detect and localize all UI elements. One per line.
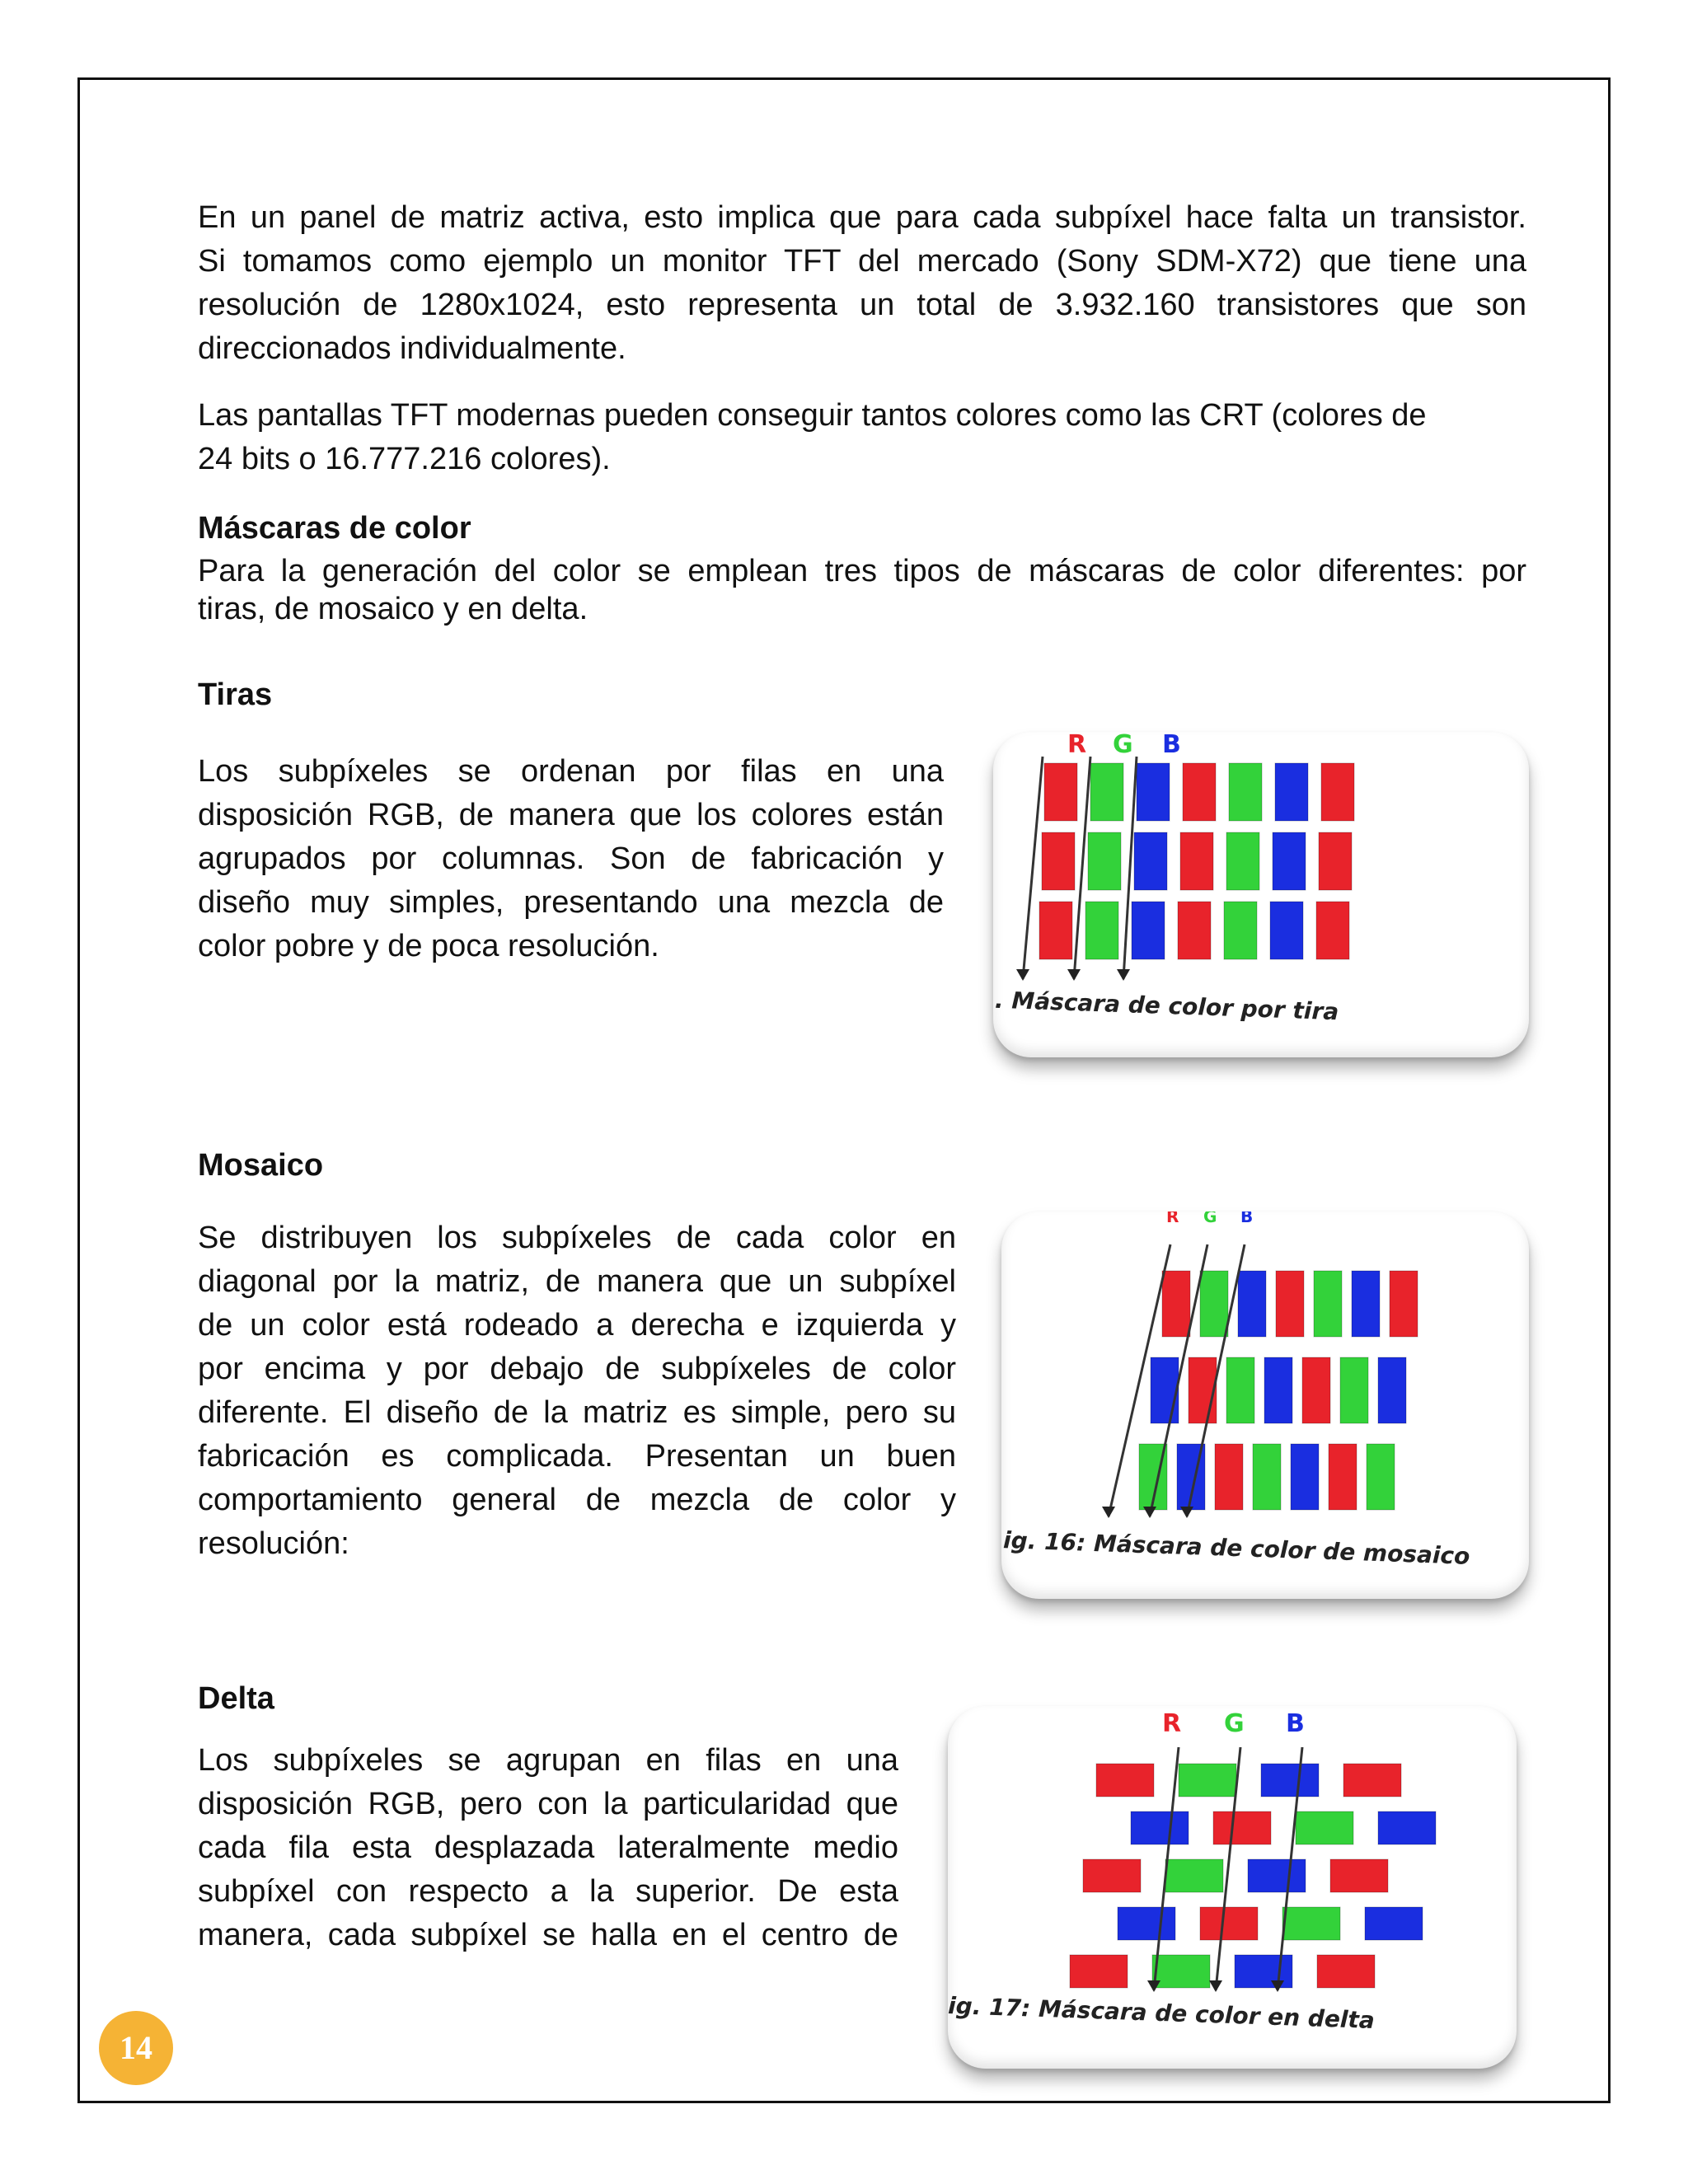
intro-paragraph-1 [198,196,1526,371]
subpixel-cell [1165,1859,1223,1892]
figure-mosaic-mask [1001,1212,1529,1599]
legend-r: R [1067,732,1087,759]
subpixel-cell [1317,1955,1375,1988]
text-line: fabricación es complicada. Presentan un buen [198,1439,956,1474]
subpixel-cell [1329,1444,1357,1510]
text-line: Se distribuyen los subpíxeles de cada color en [198,1221,956,1255]
text-line: direccionados individualmente. [198,331,626,366]
subpixel-cell [1340,1357,1368,1423]
mascaras-paragraph [198,552,1526,628]
text-line: 24 bits o 16.777.216 colores). [198,442,611,476]
subpixel-cell [1330,1859,1388,1892]
text-line: comportamiento general de mezcla de color y [198,1483,956,1517]
subpixel-cell [1229,763,1262,821]
subpixel-cell [1179,1764,1236,1797]
figure-delta-mask [948,1706,1517,2069]
arrow-head-icon [1180,1507,1193,1518]
subpixel-cell [1378,1811,1436,1844]
text-line: de un color está rodeado a derecha e izquierda y [198,1308,956,1343]
subpixel-cell [1316,902,1349,959]
arrow-head-icon [1016,969,1029,981]
subpixel-cell [1152,1955,1210,1988]
subpixel-cell [1215,1444,1243,1510]
text-line: diferente. El diseño de la matriz es simple, pero su [198,1395,956,1430]
text-line: Si tomamos como ejemplo un monitor TFT del mercado (Sony SDM-X72) que tiene una [198,244,1526,279]
figure-caption: ig. 16: Máscara de color de mosaico [1002,1526,1470,1570]
subpixel-cell [1321,763,1354,821]
arrow-head-icon [1117,969,1130,981]
arrow-head-icon [1067,969,1081,981]
subpixel-cell [1291,1444,1319,1510]
subpixel-cell [1083,1859,1141,1892]
legend-r: R [1166,1212,1179,1226]
subpixel-cell [1238,1271,1266,1337]
subpixel-cell [1183,763,1216,821]
subpixel-cell [1178,902,1211,959]
subpixel-cell [1302,1357,1330,1423]
text-line: diseño muy simples, presentando una mezcla de [198,885,944,920]
subpixel-cell [1039,902,1072,959]
arrow-head-icon [1143,1507,1156,1518]
text-line: diagonal por la matriz, de manera que un subpíxel [198,1264,956,1299]
text-line: Para la generación del color se emplean tres tipos de máscaras de color diferentes: por [198,554,1526,588]
subpixel-cell [1162,1271,1190,1337]
text-line: Los subpíxeles se agrupan en filas en una [198,1743,898,1778]
subpixel-cell [1319,832,1352,890]
intro-paragraph-2 [198,394,1526,481]
legend-g: G [1203,1212,1217,1226]
text-line: manera, cada subpíxel se halla en el centro de [198,1918,898,1952]
text-line: agrupados por columnas. Son de fabricación y [198,841,944,876]
subpixel-cell [1270,902,1303,959]
subpixel-cell [1235,1955,1292,1988]
mosaico-paragraph [198,1216,956,1566]
section-heading-mosaico: Mosaico [198,1148,324,1183]
subpixel-cell [1044,763,1077,821]
subpixel-cell [1151,1357,1179,1423]
subpixel-cell [1378,1357,1406,1423]
subpixel-cell [1282,1907,1340,1940]
text-line: Las pantallas TFT modernas pueden conseguir tantos colores como las CRT (colores de [198,398,1427,433]
text-line: resolución de 1280x1024, esto representa un total de 3.932.160 transistores que son [198,288,1526,322]
subpixel-cell [1131,1811,1189,1844]
subpixel-cell [1090,763,1123,821]
text-line: En un panel de matriz activa, esto implica que para cada subpíxel hace falta un transistor. [198,200,1526,235]
text-line: color pobre y de poca resolución. [198,929,659,963]
legend-b: B [1162,732,1181,759]
figure-caption: ig. 17: Máscara de color en delta [948,1991,1376,2035]
subpixel-cell [1070,1955,1128,1988]
delta-paragraph [198,1739,898,1957]
subpixel-cell [1042,832,1075,890]
text-line: resolución: [198,1526,349,1561]
subpixel-cell [1226,1357,1254,1423]
text-line: subpíxel con respecto a la superior. De esta [198,1874,898,1909]
legend-b: B [1286,1709,1305,1738]
subpixel-cell [1276,1271,1304,1337]
legend-b: B [1240,1212,1254,1226]
legend-g: G [1113,732,1133,759]
subpixel-cell [1261,1764,1319,1797]
legend-r: R [1162,1709,1182,1738]
subpixel-cell [1314,1271,1342,1337]
tiras-paragraph [198,750,944,968]
subpixel-cell [1085,902,1118,959]
text-line: disposición RGB, pero con la particularidad que [198,1787,898,1821]
subpixel-cell [1213,1811,1271,1844]
subpixel-cell [1296,1811,1353,1844]
subpixel-cell [1367,1444,1395,1510]
text-line: Los subpíxeles se ordenan por filas en una [198,754,944,789]
arrow-head-icon [1102,1507,1115,1518]
subpixel-cell [1365,1907,1423,1940]
subpixel-cell [1343,1764,1401,1797]
arrow-head-icon [1209,1980,1222,1992]
subpixel-cell [1273,832,1306,890]
subpixel-cell [1134,832,1167,890]
subpixel-cell [1180,832,1213,890]
subpixel-cell [1118,1907,1175,1940]
subpixel-cell [1137,763,1170,821]
subpixel-cell [1132,902,1165,959]
section-heading-tiras: Tiras [198,677,273,712]
subpixel-cell [1352,1271,1380,1337]
subpixel-cell [1226,832,1259,890]
section-heading-delta: Delta [198,1681,274,1716]
section-heading-mascaras: Máscaras de color [198,511,471,546]
figure-caption: . Máscara de color por tira [994,986,1339,1026]
subpixel-cell [1088,832,1121,890]
subpixel-cell [1224,902,1257,959]
subpixel-cell [1189,1357,1217,1423]
subpixel-cell [1390,1271,1418,1337]
subpixel-cell [1248,1859,1306,1892]
subpixel-cell [1200,1271,1228,1337]
legend-g: G [1224,1709,1245,1738]
subpixel-cell [1253,1444,1281,1510]
text-line: por encima y por debajo de subpíxeles de color [198,1352,956,1386]
subpixel-cell [1200,1907,1258,1940]
text-line: cada fila esta desplazada lateralmente medio [198,1830,898,1865]
text-line: disposición RGB, de manera que los colores están [198,798,944,832]
page-number-badge: 14 [99,2011,173,2085]
figure-stripe-mask [993,732,1529,1057]
subpixel-cell [1096,1764,1154,1797]
subpixel-cell [1275,763,1308,821]
subpixel-cell [1264,1357,1292,1423]
text-line: tiras, de mosaico y en delta. [198,592,588,626]
